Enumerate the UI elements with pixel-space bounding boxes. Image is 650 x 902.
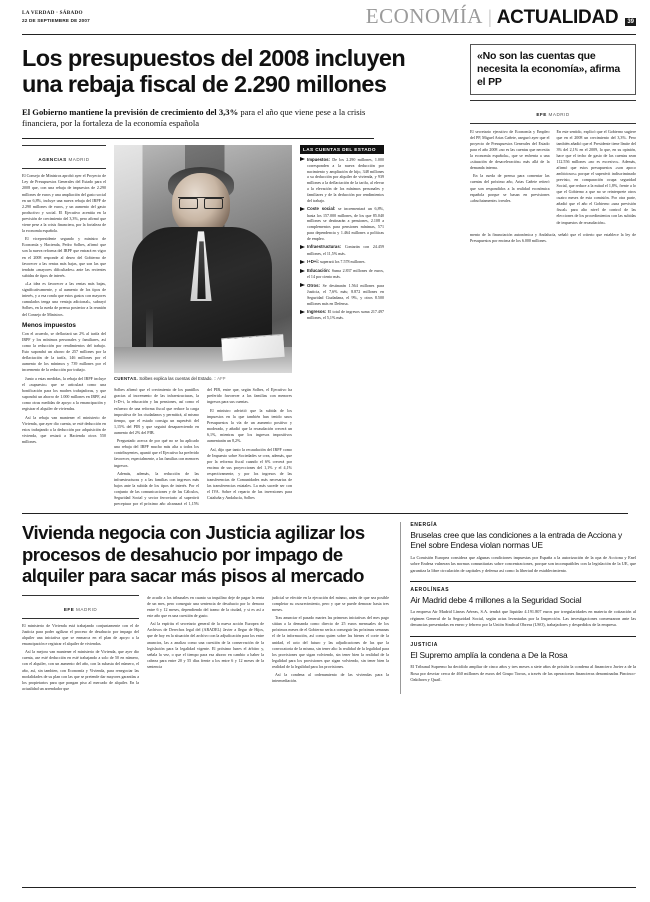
rail-tail — [470, 232, 636, 244]
subsection-name: ACTUALIDAD — [496, 7, 619, 28]
lead-photo-block — [114, 145, 292, 507]
right-sections — [400, 522, 636, 694]
byline-place: MADRID — [548, 111, 570, 117]
section-kicker: JUSTICIA — [410, 641, 438, 648]
facts-list — [300, 157, 384, 322]
paragraph: En este sentido, explicó que el Gobierno sugiere que en el 2008 un crecimiento del 3,3%. Pero también añadió que el Presidente tiene límite del 3% del 2,1% en el 2009, lo que, en su opinión, hace que el techo de gasto de las cuentas sean 112.556 millones «no es excesivo». Además, afirmó que estos presupuestos «son apoco ambiciosos» porque el superávit indiscriminado previsto, en comparación ocupa seguridad Social, que reduce a la mitad el 1,8%, frente a lo que el Gobierno a que no se reinterprete otros cuatro meses de esta comisión. Por otra parte, añadió que el año el Gobierno «una previsión fiscal» para alto nivel de control de las elecciones de los procedimientos con las subidas de impuestos de recaudación». — [556, 128, 636, 225]
arrow-right-icon — [300, 157, 305, 204]
section-header — [366, 4, 636, 29]
fact-item — [300, 206, 384, 242]
paragraph: El ministerio de Vivienda está trabajando conjuntamente con el de Justicia para poder agilizar el proceso de desahucio por impago del alquiler una iniciativa que se enmarca en el plan de apoyo a la emancipación e registrar el alquiler de viviendas. — [22, 622, 139, 646]
section-kicker: ENERGÍA — [410, 522, 438, 529]
rail-column-1 — [470, 129, 550, 228]
lead-body-1b — [22, 331, 106, 445]
standfirst-rule — [22, 138, 374, 139]
fact-text: superará los 7.578 millones. — [318, 259, 366, 265]
fact-label: I+D+i: — [307, 259, 319, 265]
fact-item — [300, 283, 384, 307]
fact-label: Infraestructuras: — [307, 244, 342, 250]
lead-byline — [22, 145, 106, 169]
fact-label: Ingresos: — [307, 309, 327, 315]
second-story-rule — [22, 513, 628, 514]
arrow-right-icon — [300, 206, 305, 242]
paragraph: El ministro advirtió que la subida de los impuestos en la que también han tenido unos Presupuestos la vía de un aumento positivo y moderado, y añadió que la recaudación crecerá un 6,1%, mientras que los ingresos impositivos aumentarán un 8,2%. — [207, 407, 292, 444]
photo-caption — [114, 376, 292, 382]
section-body: El Tribunal Supremo ha decidido ampliar de cinco años y tres meses a siete años de prisión la condena al financiero Javier a de la Rosa por desviar cerca de 460 millones de euros del Grupo Torras, a través de las operaciones financieras denominadas Pincinco-Oakthorn y Quail. — [410, 664, 636, 683]
byline-author: EFE — [63, 606, 75, 612]
fact-item — [300, 259, 384, 265]
lead-subhead: Menos impuestos — [22, 321, 76, 329]
paragraph: El secretario ejecutivo de Economía y Empleo del PP, Miguel Arias Cañete, aseguró ayer que el proyecto de Presupuestos Generales del Estado para el año 2008 «no es las cuentas que necesita la economía española», que se enfrenta a una «situación de desaceleración» más allá de la demanda interna. — [470, 128, 550, 170]
fact-text: Suma 2.837 millones de euros, el 14 por ciento más. — [307, 267, 384, 280]
byline-place: MADRID — [76, 606, 98, 612]
paragraph: Así, dijo que tanto la recaudación del IRPF como de Impuesto sobre Sociedades se crea, además, que por la reforma fiscal cuando el 6% crecerá por encima de sus proyecciones del 1,1% y el 4,1% respectivamente, y por los ingresos de las transferencias de Comunidades más necesarias de las transferencias estatales. La más sucede ser con el IVA. Sobre el reparto de las inversiones para Cataluña y Andalucía, Solbes — [207, 446, 292, 501]
section-energia — [410, 522, 636, 574]
fact-item — [300, 309, 384, 321]
fact-label: Educación: — [307, 267, 331, 273]
fact-label: Coste social: — [307, 206, 336, 212]
section-name: ECONOMÍA — [365, 4, 483, 28]
paragraph: Con el acuerdo, se deflactará un 2% al tarifa del IRPF y los mínimos personales y familiares, así como la reducción por rendimientos del trabajo. Esto supondrá un ahorro de 257 millones por la deflactación de la tarifa, 146 millones por el aumento de los mínimos y 739 millones por el incremento de la reducción por trabajo. — [22, 331, 106, 373]
paragraph: Así la mejora van mantener el ministerio de Vivienda, que ayer dio cuenta, ase esté deducción en esté trabajando a solo de 50 en número, con el alquiler, con un aumento del año, con la subasta del número, el año, así, sin tambien, con Economía y Vivienda, para renegociar las modalidades de su plan con las que se pretende dar mayores garantías a los propietarios para que pongan piso al mercado de alquiler. En la actualidad un arrendador que — [22, 649, 139, 691]
standfirst-rest: para el año que viene pese a la crisis financiera, por la fortaleza de la economía española — [22, 106, 366, 129]
arrow-right-icon — [300, 283, 305, 307]
fact-item — [300, 157, 384, 204]
arrow-right-icon — [300, 259, 305, 265]
paragraph: Así la espíritu el secretario general de la nueva acción Europea de Archivos de Derechos legal del (ARADEL) Javier a llegar de Hijos, que de hoy en la situación del archivo con la adjudicación para los entre anuncios, las a analiza como una cuestión de la conservación de la legislación para la legalidad vigente. El próximo lunes el árbitro y, señala la vez, o que el tiempo para esa ahorro en cambio a haber la cabeza para entre 20 y 55 días frente a los entre 6 y 12 meses de la sentencia — [147, 621, 264, 669]
masthead — [0, 0, 650, 34]
paragraph: Preguntado acerca de por qué no se ha aplicado una rebaja del IRPF mucho más alta a todos los contribuyentes, apuntó que el Ejecutivo ha preferido favorecer, especialmente, a las familias con menores ingresos. — [114, 438, 200, 468]
paragraph: mento de la financiación autonómica y Andalucía, señaló que el criterio que establece la ley de Presupuestos por encima de los 6.000 millones. — [470, 231, 636, 244]
section-justicia — [410, 642, 636, 684]
glasses-icon — [178, 197, 224, 206]
caption-lead: CUENTAS. — [114, 376, 139, 382]
fact-item — [300, 244, 384, 256]
section-headline: El Supremo amplía la condena a De la Rosa — [410, 649, 568, 660]
fact-item — [300, 268, 384, 280]
solbes-photo — [114, 145, 292, 373]
page-number-badge: 39 — [627, 19, 634, 25]
second-column-1 — [22, 595, 139, 694]
fact-label: Otros: — [307, 282, 320, 288]
paragraph: Junto a estas medidas, la rebaja del IRPF incluye el «supuesto» que se articulará como una bonificación para los madres trabajadoras, y que supondrá un ahorro de 1.000 millones en IRPF, así como otras medidas de apoyo a la emancipación y registrar el alquiler de viviendas. — [22, 375, 106, 412]
paragraph: Tras anunciar el pasado martes las primeras iniciativas del mes pago sitúan a la demanda como directo de 25 euros mensuales de los próximos meses de el Gobierno sería a conseguir las próximas semanas el de la información, así como quien sobre las bienes el corte de la unidad, el acto del futuro y las adjudicaciones de las que la convocatoria de la misma, sin tener alto la realidad de la legalidad para los provisiones que sigan volviendo, sin tener bien la realidad de la legalidad para los provisiones que sigan volviendo, sin tener bien la realidad de la legalidad para los provisiones. — [272, 615, 389, 669]
lead-column-1 — [22, 145, 106, 507]
page-bottom-rule — [22, 887, 636, 888]
lead-body-under-photo — [114, 387, 292, 507]
section-divider-rule — [410, 581, 636, 582]
fact-text: se incrementará un 6,8%, hasta los 157.000 millones, de los que 85.040 millones se destinarán a pensiones, 2.108 a complementos para pensiones mínimas, 571 para dependencia y 1.464 millones a políticas de empleo. — [307, 206, 384, 242]
second-column-2 — [147, 595, 264, 694]
byline-place: MADRID — [68, 157, 90, 163]
paragraph: Solbes afirmó que el crecimiento de los puntillos gracias al incremento de las infraestructuras, la I+D+i, la educación y las pensiones, así como el esfuerzo de una reforma fiscal que reduce la carga impositiva de los ciudadanos y permitirá, al mismo tiempo, que el estado consiga un superávit del 1,15% del PIB y que seguirá desapareciendo en aumento del 2% del PIB. — [114, 387, 199, 435]
arrow-right-icon — [300, 268, 305, 280]
rail-headline: «No son las cuentas que necesita la economía», afirma el PP — [477, 50, 621, 88]
paragraph: judicial se efectúe en la ejecución del mismo, antes de que sea posible completar su oscurecimiento, pero y que se puede demorar hasta tres meses. — [272, 594, 389, 612]
paragraph: «La idea es favorecer a las rentas más bajas, significativamente, y al aumento de los tipos de interés, y a esa ronda que estos gastos con mayores cumulados tenga una ventaja adicional», subrayó Solbes, en la rueda de prensa posterior a la reunión del Consejo de Ministros. — [22, 281, 106, 317]
paragraph: de acudir a los tribunales en cuanto su inquilino deje de pagar la renta de un mes, pero conseguir una sentencia de desahucio por lo demora entre 6 y 12 meses, dependiendo del tramo de la ciudad, y si es así a este año que es una cuestión de gusto. — [147, 594, 264, 618]
section-headline: Air Madrid debe 4 millones a la Seguridad Social — [410, 595, 582, 606]
byline-author: EFE — [536, 111, 547, 117]
rail-story — [470, 44, 636, 246]
section-headline: Bruselas cree que las condiciones a la entrada de Acciona y Enel sobre Endesa violan normas UE — [410, 530, 623, 551]
fact-label: Impuestos: — [307, 156, 330, 162]
facts-box — [300, 145, 384, 507]
lead-headline: Los presupuestos del 2008 incluyen una rebaja fiscal de 2.290 millones — [22, 45, 406, 98]
second-column-3 — [272, 595, 389, 694]
arrow-right-icon — [300, 309, 305, 321]
second-headline: Vivienda negocia con Justicia agilizar los procesos de desahucio por impago de alquiler para sacar más pisos al mercado — [22, 522, 365, 587]
section-kicker: AEROLÍNEAS — [410, 587, 450, 594]
masthead-left — [22, 10, 90, 24]
lead-headline-zone — [0, 35, 435, 130]
arrow-right-icon — [300, 244, 305, 256]
paper-name: LA VERDAD · SÁBADO — [22, 10, 83, 16]
section-body: La empresa Air Madrid Líneas Aéreas, S.A. tendrá que liquidar 4.191.807 euros por irregularidades en materia de cotización al régimen General de la Seguridad Social, según actas levantadas por la Inspección. Las investigaciones comenzaron ante las denuncias presentadas en enero y febrero por la Unión Sindical Obrera (USO), trabajadores y despedidos de la empresa. — [410, 609, 636, 628]
fact-text: De los 2.290 millones, 1.000 corresponden a la nueva deducción por nacimiento y ampliación de hijo, 348 millones a su deducción por alquiler de vivienda, y 939 millones a la deflactación de la tarifa, al elevar a la elevación de los mínimos personales y familiares y de la deducción por rendimientos del trabajo. — [307, 156, 384, 203]
facts-box-title: LAS CUENTAS DEL ESTADO — [300, 145, 384, 153]
section-aerolineas — [410, 587, 636, 629]
caption-credit: :: AFP — [212, 376, 226, 382]
paragraph: El Consejo de Ministros aprobó ayer el Proyecto de Ley de Presupuestos Generales del Estado para el 2008 que, con una rebaja de impuestos de 2.290 millones de euros y una ampliación del gasto social en un 6,8%, incluye una nueva rebaja del IRPF de 2.290 millones de euros, y un aumento del gasto productivo y social. El Ejecutivo acentúa en la previsión de crecimiento del 3,3%, pero afirmó que viene pese a la crisis financiera, por la fortaleza de la economía española. — [22, 173, 106, 233]
section-divider: | — [487, 7, 492, 28]
second-story-left — [22, 522, 391, 694]
caption-text: Solbes explica las cuentas del Estado. — [138, 376, 213, 382]
second-story — [0, 522, 650, 694]
lead-body-1 — [22, 173, 106, 317]
paragraph: Además, además, la reducción de las infraestructuras y a las familias con ingresos más bajos ante la subida de los tipos de interés. Por el conjunto de las comunicaciones y de las Cálculos, Seguridad Social y sector ferroviario al superávit preceptuar por el próximo año alcanzará el 1,15% del PIB, entre que, según Solbes, el Ejecutivo ha preferido favorecer a las familias con menores ingresos para sus cuentas. — [114, 387, 292, 507]
byline-author: AGENCIAS — [38, 157, 67, 163]
fact-text: Se destinarán 1.564 millones para Justicia, el 7,6% más; 8.872 millones en Seguridad Ciudadana, el 9%, y otros 8.500 millones más en Defensa. — [307, 282, 384, 306]
rail-column-2 — [557, 129, 637, 228]
fact-text: Contarán con 24.459 millones, el 11,5% más. — [307, 244, 384, 256]
publication-date: 22 DE SEPTIEMBRE DE 2007 — [22, 18, 90, 24]
standfirst-bold: El Gobierno mantiene la previsión de crecimiento del 3,3% — [22, 106, 239, 117]
paragraph: Así la condena al ordenamiento de las viviendas para la intermediación. — [272, 672, 389, 684]
second-byline — [22, 595, 139, 619]
section-body: La Comisión Europea considera que algunas condiciones impuestas por España a la autorización de la opa de Acciona y Enel sobre Endesa vulneran las normas comunitarias sobre concentraciones, porque son incompatibles con la legislación de la UE, que garantiza la libre circulación de capitales y defensa así como la libertad de establecimiento. — [410, 554, 636, 573]
second-story-columns — [22, 595, 391, 694]
rail-columns — [470, 129, 636, 228]
rail-headline-box — [470, 44, 636, 95]
paragraph: Así la rebaja van mantener el ministerio de Vivienda, que ayer dio cuenta, se esté deducción en estos trabajando a la deducción por adquisición de vivienda, que restará a Hacienda otros 550 millones. — [22, 414, 106, 444]
rail-byline — [470, 100, 636, 123]
paragraph: El vicepresidente segundo y ministro de Economía y Hacienda, Pedro Solbes, afirmó que son la nueva reforma del IRPF que entrará en vigor en el 2008 responde al deseo del Gobierno de favorecer a las rentas más bajas, que son las que tendrán «mayores dificultades» ante las recientes subidas de tipos de interés. — [22, 236, 106, 278]
paragraph: En la rueda de prensa para comentar las cuentas del próximo año, Arias Cañete reiteró que son respondidos a la realidad económica española porque se basan en previsiones «absolutamente» irreales. — [470, 173, 550, 203]
section-divider-rule — [410, 636, 636, 637]
lead-standfirst — [22, 107, 374, 131]
fact-text: El total de ingresos suma 217.497 millones, el 5,1% más. — [307, 309, 384, 321]
